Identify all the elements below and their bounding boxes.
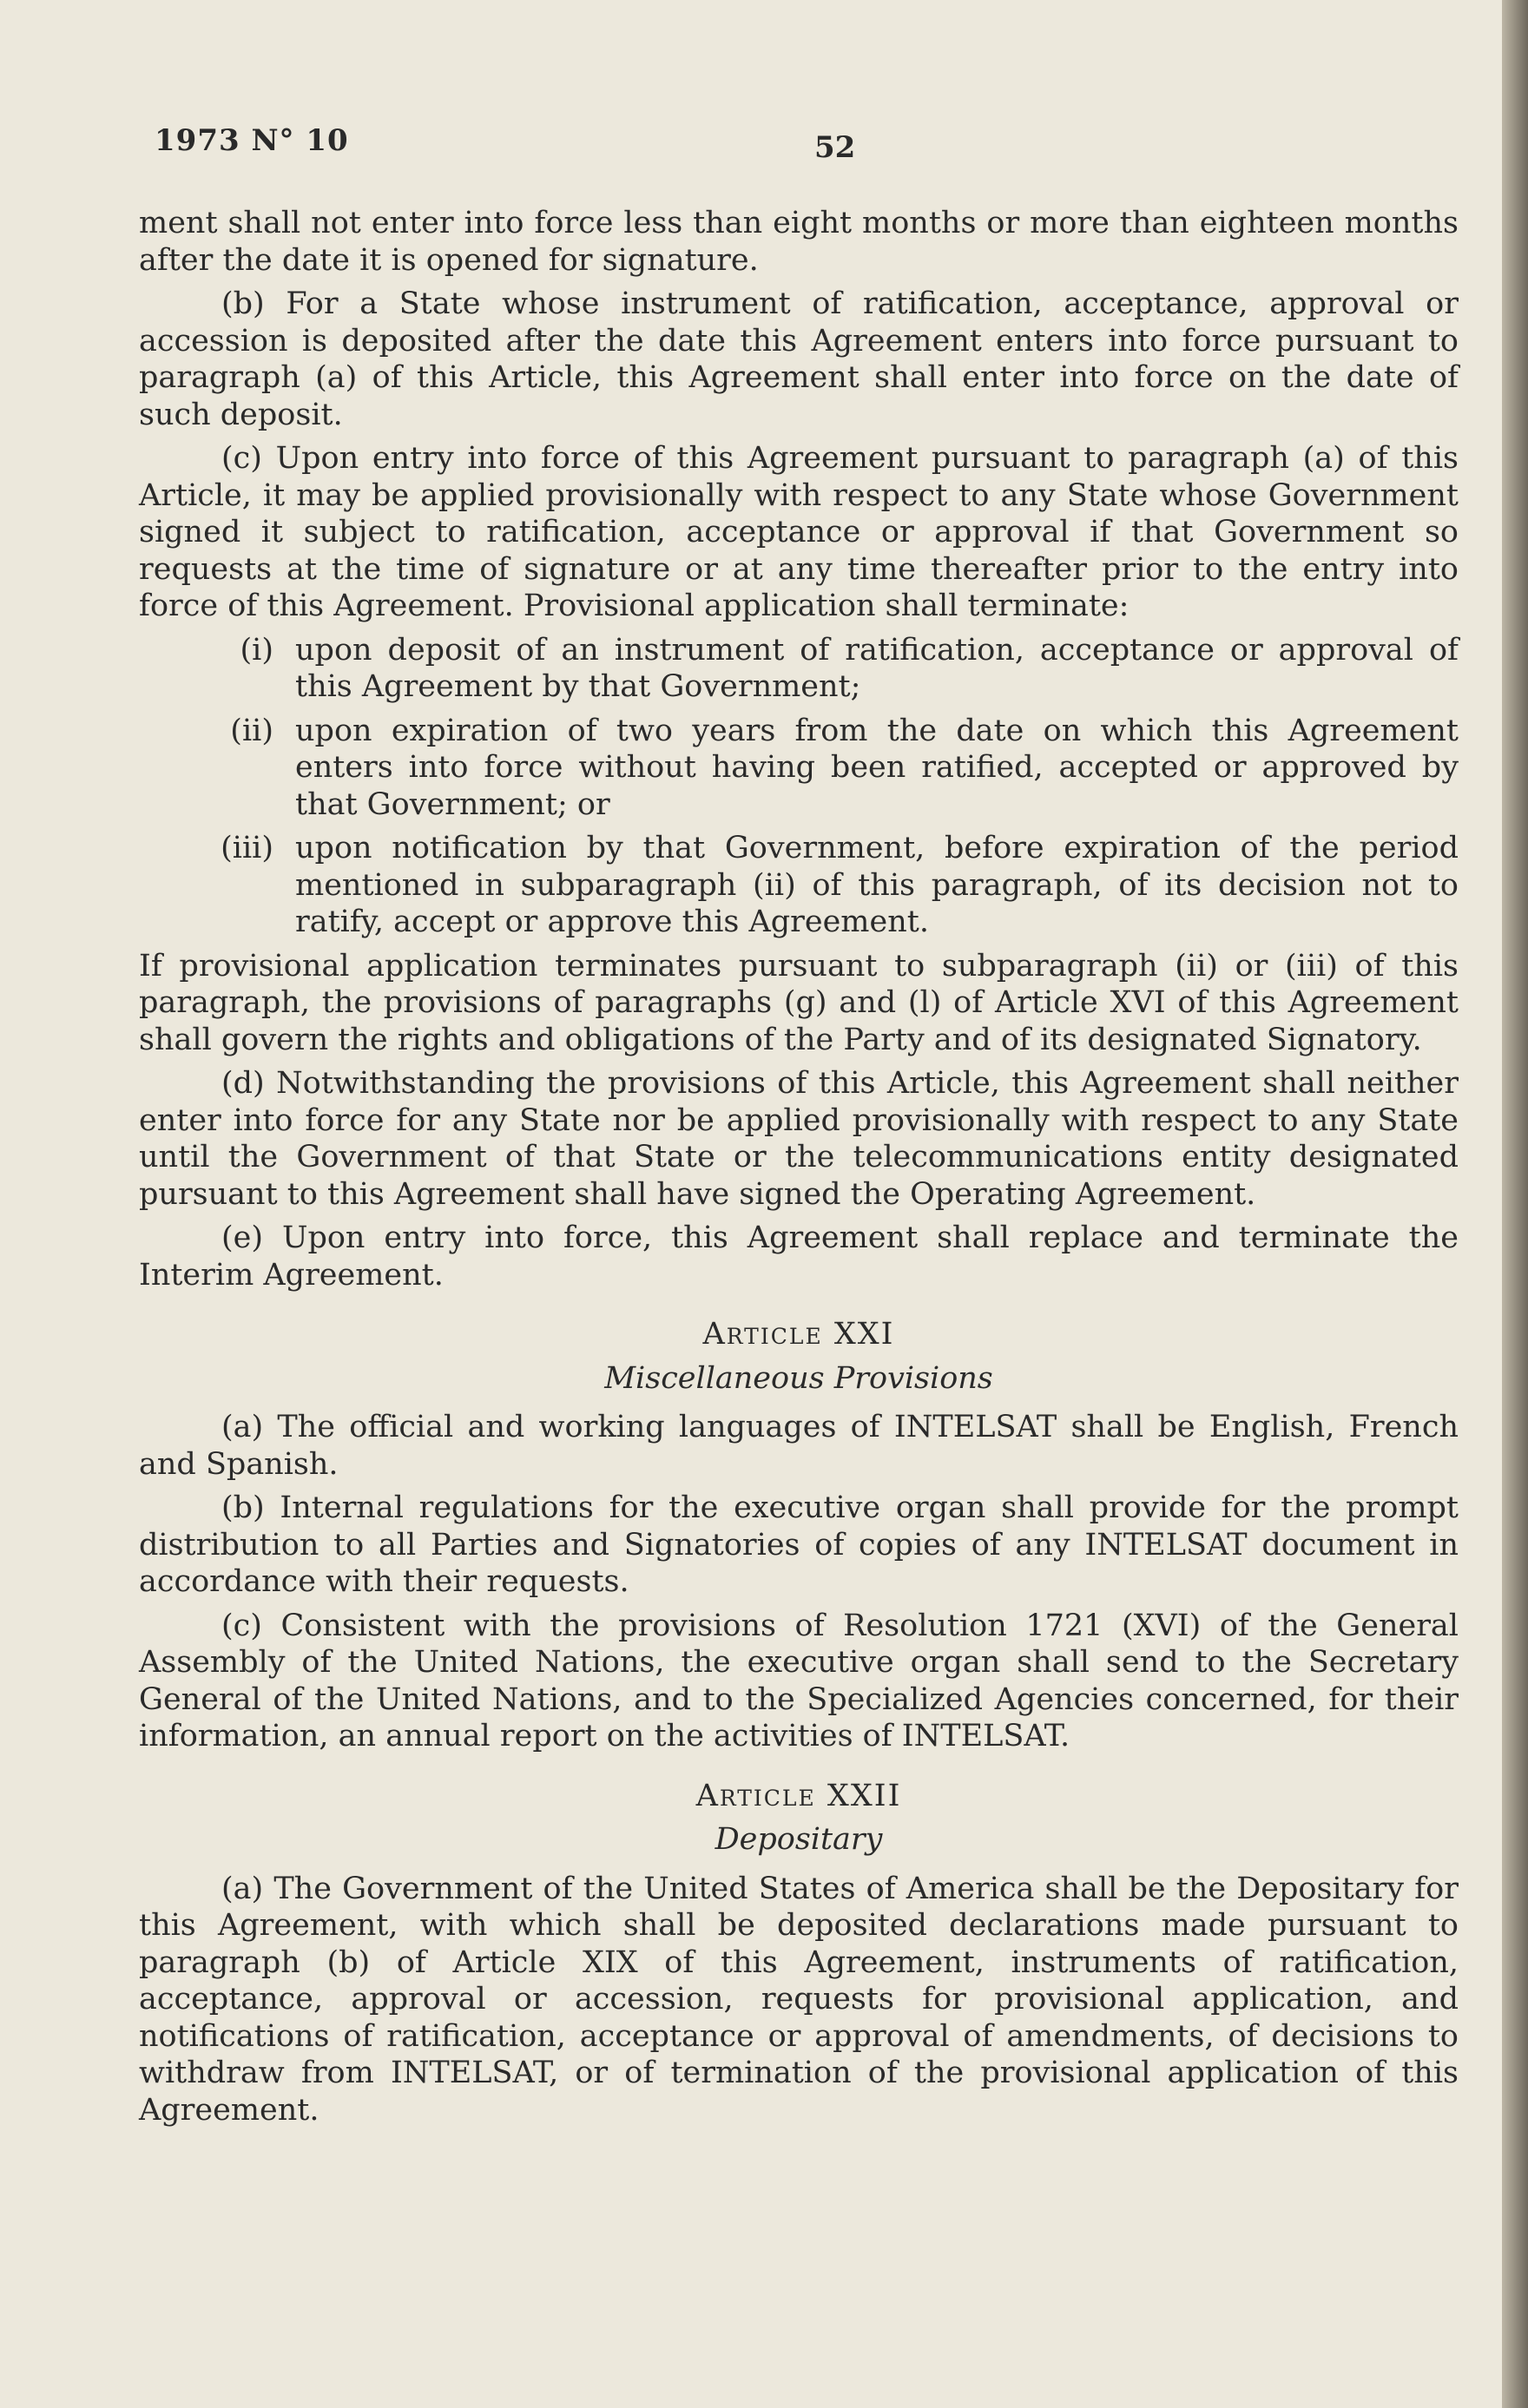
article-heading: Article XXI bbox=[702, 1317, 895, 1352]
paragraph: (b) Internal regulations for the executive organ shall provide for the prompt distribution to all Parties and Signatories of copies of any INTELSAT document in accordance with their requests. bbox=[139, 1490, 1459, 1599]
list-item-number: (i) bbox=[240, 632, 273, 668]
list-item-number: (ii) bbox=[230, 713, 273, 748]
page-edge-shadow bbox=[1502, 0, 1528, 2408]
article-heading: Article XXII bbox=[695, 1778, 902, 1813]
list-item bbox=[139, 713, 1459, 824]
paragraph: (a) The official and working languages of INTELSAT shall be English, French and Spanish. bbox=[139, 1410, 1459, 1482]
article-subheading: Depositary bbox=[715, 1822, 883, 1857]
paragraph: (c) Upon entry into force of this Agreement pursuant to paragraph (a) of this Article, it may be applied provisionally with respect to any State whose Government signed it subject to ratification, acceptance or approval if that Government so requests at the time of signature or at any time thereafter prior to the entry into force of this Agreement. Provisional application shall terminate: bbox=[139, 441, 1459, 623]
paragraph: (a) The Government of the United States of America shall be the Depositary for this Agreement, with which shall be deposited declarations made pursuant to paragraph (b) of Article XIX of this Agreement, instruments of ratification, acceptance, approval or accession, requests for provisional application, and notifications of ratification, acceptance or approval of amendments, of decisions to withdraw from INTELSAT, or of termination of the provisional application of this Agreement. bbox=[139, 1871, 1459, 2128]
paragraph: (d) Notwithstanding the provisions of this Article, this Agreement shall neither enter into force for any State nor be applied provisionally with respect to any State until the Government of that State or the telecommunications entity designated pursuant to this Agreement shall have signed the Operating Agreement. bbox=[139, 1066, 1459, 1212]
list-item-number: (iii) bbox=[221, 831, 273, 865]
running-header: 1973 N° 10 bbox=[155, 123, 349, 158]
document-body bbox=[139, 205, 1459, 2135]
paragraph: (b) For a State whose instrument of ratification, acceptance, approval or accession is deposited after the date this Agreement enters into force pursuant to paragraph (a) of this Article, this Agreement shall enter into force on the date of such deposit. bbox=[139, 286, 1459, 432]
list-item-text: upon notification by that Government, before expiration of the period mentioned in subparagraph (ii) of this paragraph, of its decision not to ratify, accept or approve this Agreement. bbox=[295, 831, 1459, 939]
list-item bbox=[139, 632, 1459, 706]
list-item-text: upon expiration of two years from the date on which this Agreement enters into force without having been ratified, accepted or approved by that Government; or bbox=[295, 713, 1459, 822]
list-item-text: upon deposit of an instrument of ratification, acceptance or approval of this Agreement by that Government; bbox=[295, 632, 1459, 704]
page-number: 52 bbox=[814, 130, 856, 165]
paragraph: If provisional application terminates pursuant to subparagraph (ii) or (iii) of this paragraph, the provisions of paragraphs (g) and (l) of Article XVI of this Agreement shall govern the rights and obligations of the Party and of its designated Signatory. bbox=[139, 948, 1459, 1057]
paragraph: (e) Upon entry into force, this Agreement shall replace and terminate the Interim Agreement. bbox=[139, 1220, 1459, 1293]
list-item bbox=[139, 830, 1459, 941]
article-subheading: Miscellaneous Provisions bbox=[604, 1360, 993, 1396]
paragraph: ment shall not enter into force less than eight months or more than eighteen months after the date it is opened for signature. bbox=[139, 206, 1459, 278]
paragraph: (c) Consistent with the provisions of Resolution 1721 (XVI) of the General Assembly of the United Nations, the executive organ shall send to the Secretary General of the United Nations, and to the Specialized Agencies concerned, for their information, an annual report on the activities of INTELSAT. bbox=[139, 1608, 1459, 1753]
